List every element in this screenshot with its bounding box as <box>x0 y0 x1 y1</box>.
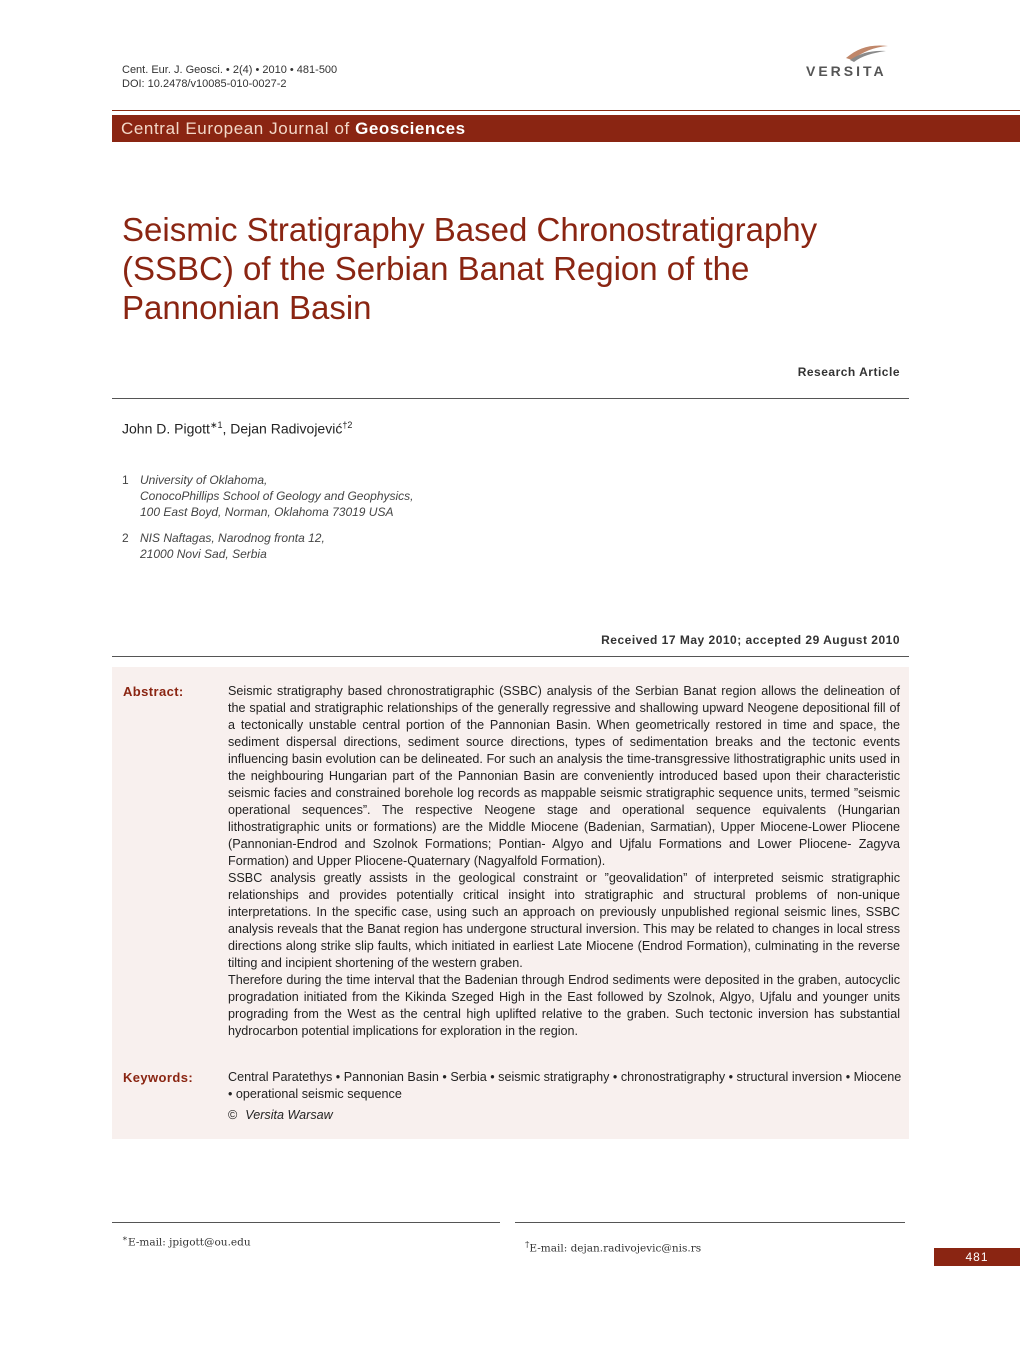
copyright-holder: Versita Warsaw <box>245 1108 333 1122</box>
article-title: Seismic Stratigraphy Based Chronostratigraphy (SSBC) of the Serbian Banat Region of the Pannonian Basin <box>122 211 818 326</box>
page-number: 481 <box>934 1248 1020 1266</box>
footnote-mark: ∗ <box>122 1234 128 1244</box>
affiliation-number: 1 <box>122 473 129 487</box>
citation-line-1: Cent. Eur. J. Geosci. • 2(4) • 2010 • 481-500 <box>122 64 338 76</box>
keywords: Central Paratethys • Pannonian Basin • Serbia • seismic stratigraphy • chronostratigraphy • structural inversion • Miocene • operational seismic sequence <box>228 1070 902 1101</box>
publisher-name: VERSITA <box>806 63 887 79</box>
doi-line: DOI: 10.2478/v10085-010-0027-2 <box>122 78 287 90</box>
abstract-paragraph: Therefore during the time interval that the Badenian through Endrod sediments were deposited in the graben, autocyclic progradation initiated from the Kikinda Szeged High in the East followed by Szolnok, Algyo, Ujfalu and younger units prograding from the West as the central high uplifted relative to the graben. Such tectonic inversion has substantial hydrocarbon potential implications for exploration in the region. <box>228 973 900 1038</box>
footnote-email: E-mail: dejan.radivojevic@nis.rs <box>529 1242 702 1255</box>
affiliation-line: 21000 Novi Sad, Serbia <box>140 547 267 561</box>
footnote-2 <box>525 1240 701 1255</box>
affiliation-line: NIS Naftagas, Narodnog fronta 12, <box>140 531 325 545</box>
keywords-label: Keywords: <box>123 1070 194 1085</box>
publisher-logo <box>806 40 890 80</box>
footnote-rule <box>112 1222 500 1223</box>
divider <box>112 656 909 657</box>
article-type: Research Article <box>797 365 900 379</box>
citation <box>122 63 337 91</box>
author-marks: †2 <box>342 420 353 430</box>
journal-banner <box>112 115 1020 142</box>
bird-logo-icon <box>806 40 890 64</box>
abstract-label: Abstract: <box>123 684 184 699</box>
footnote-email: E-mail: jpigott@ou.edu <box>127 1236 251 1249</box>
author-separator: , <box>222 420 231 437</box>
abstract-body <box>228 683 900 1040</box>
author-name: Dejan Radivojević <box>230 420 343 437</box>
abstract-paragraph: SSBC analysis greatly assists in the geological constraint or ”geovalidation” of interpreted seismic stratigraphic relationships and provides potentially critical insight into stratigraphic and structural problems of non-unique interpretations. In the specific case, using such an approach on previously unpublished regional seismic lines, SSBC analysis reveals that the Banat region has undergone structural inversion. This may be related to changes in local stress directions along strike slip faults, which initiated in earliest Late Miocene (Endrod Formation), culminating in the reverse tilting and incipient shortening of the western graben. <box>228 871 900 970</box>
received-dates: Received 17 May 2010; accepted 29 August 2010 <box>601 633 900 647</box>
authors <box>122 420 352 437</box>
header-rule <box>112 110 1020 111</box>
author-name: John D. Pigott <box>122 420 210 437</box>
affiliation-number: 2 <box>122 531 129 545</box>
affiliation-line: ConocoPhillips School of Geology and Geophysics, <box>140 489 414 503</box>
footnote-mark: † <box>525 1240 530 1250</box>
affiliation-line: University of Oklahoma, <box>140 473 268 487</box>
affiliation-2 <box>122 530 325 562</box>
copyright-symbol: © <box>228 1108 238 1122</box>
divider <box>112 398 909 399</box>
footnote-1 <box>122 1234 251 1249</box>
journal-prefix: Central European Journal of <box>121 119 350 138</box>
author-marks: ∗1 <box>209 420 223 430</box>
affiliation-line: 100 East Boyd, Norman, Oklahoma 73019 USA <box>140 505 394 519</box>
copyright <box>228 1108 333 1122</box>
affiliation-1 <box>122 472 414 520</box>
abstract-paragraph: Seismic stratigraphy based chronostratigraphic (SSBC) analysis of the Serbian Banat region allows the delineation of the spatial and stratigraphic relationships of the generally regressive and shallowing upward Neogene depositional fill of a tectonically unstable central portion of the Pannonian Basin. When geometrically restored in time and space, the sediment dispersal directions, sediment source directions, types of sedimentation breaks and the tectonic events influencing basin evolution can be delineated. For such an analysis the time-transgressive lithostratigraphic units used in the neighbouring Hungarian part of the Pannonian Basin are conveniently introduced based upon their characteristic seismic facies and constrained borehole log records as mappable seismic stratigraphic sequence units, termed ”seismic operational sequences”. The respective Neogene stage and operational sequence equivalents (Hungarian lithostratigraphic units or formations) are the Middle Miocene (Badenian, Sarmatian), Upper Miocene-Lower Pliocene (Pannonian-Endrod and Szolnok Formations; Pontian- Algyo and Ujfalu Formations and Lower Pliocene- Zagyva Formation) and Upper Pliocene-Quaternary (Nagyalfold Formation). <box>228 684 900 868</box>
footnote-rule <box>515 1222 905 1223</box>
journal-name: Geosciences <box>355 119 466 138</box>
